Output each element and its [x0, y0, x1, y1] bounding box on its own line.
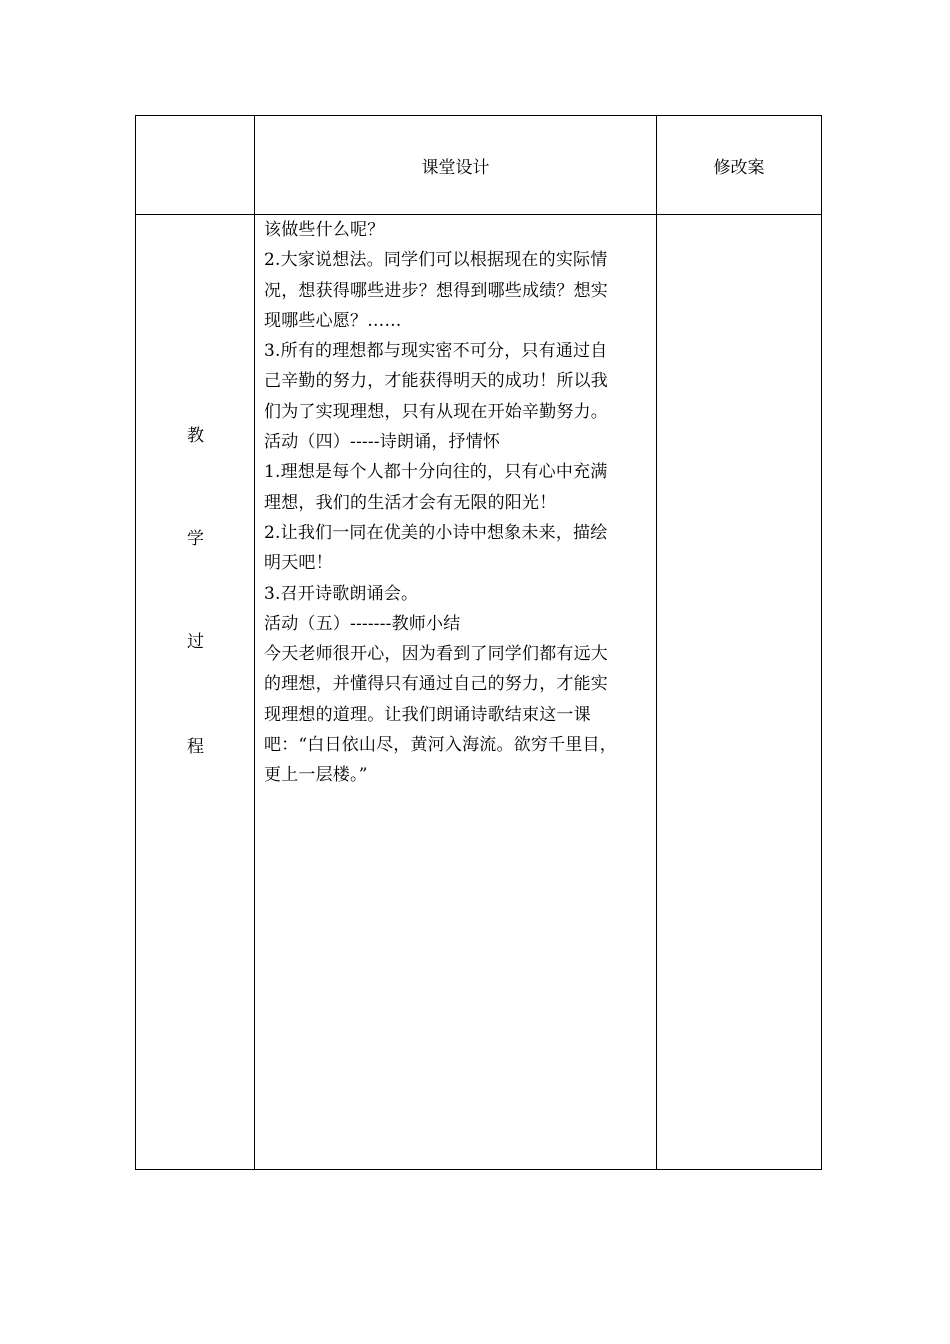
header-design-cell: 课堂设计: [255, 116, 657, 215]
content-line: 理想，我们的生活才会有无限的阳光！: [264, 492, 557, 513]
table-header-row: [136, 116, 822, 215]
content-line: 2.让我们一同在优美的小诗中想象未来，描绘: [264, 522, 608, 543]
content-line: 己辛勤的努力，才能获得明天的成功！所以我: [264, 371, 608, 392]
side-label-cell: [136, 215, 255, 1170]
content-line: 更上一层楼。”: [264, 765, 368, 786]
content-line: 吧：“白日依山尽，黄河入海流。欲穷千里目，: [264, 735, 617, 756]
content-line: 活动（四）-----诗朗诵，抒情怀: [264, 432, 501, 453]
content-line: 活动（五）-------教师小结: [264, 613, 461, 634]
header-empty-cell: [136, 116, 255, 215]
content-line: 1.理想是每个人都十分向往的，只有心中充满: [264, 462, 608, 483]
content-line: 2.大家说想法。同学们可以根据现在的实际情: [264, 250, 608, 271]
revision-content-cell: [657, 215, 822, 1170]
header-revision-cell: 修改案: [657, 116, 822, 215]
content-line: 3.召开诗歌朗诵会。: [264, 583, 419, 604]
content-line: 的理想，并懂得只有通过自己的努力，才能实: [264, 674, 608, 695]
content-line: 今天老师很开心，因为看到了同学们都有远大: [264, 644, 608, 665]
table-body-row: [136, 215, 822, 1170]
content-line: 3.所有的理想都与现实密不可分，只有通过自: [264, 341, 608, 362]
design-content-text: [264, 215, 648, 791]
side-label-char: 程: [187, 737, 204, 757]
side-label-char: 学: [187, 529, 204, 549]
content-line: 现哪些心愿？……: [264, 310, 402, 331]
content-line: 现理想的道理。让我们朗诵诗歌结束这一课: [264, 704, 591, 725]
content-line: 该做些什么呢？: [264, 220, 385, 240]
content-line: 明天吧！: [264, 553, 333, 574]
content-line: 们为了实现理想，只有从现在开始辛勤努力。: [264, 401, 608, 422]
side-label-char: 教: [187, 426, 204, 446]
side-label-char: 过: [187, 632, 204, 652]
content-line: 况，想获得哪些进步？想得到哪些成绩？想实: [264, 280, 608, 301]
lesson-plan-table: [135, 115, 822, 1170]
design-content-cell: [255, 215, 657, 1170]
